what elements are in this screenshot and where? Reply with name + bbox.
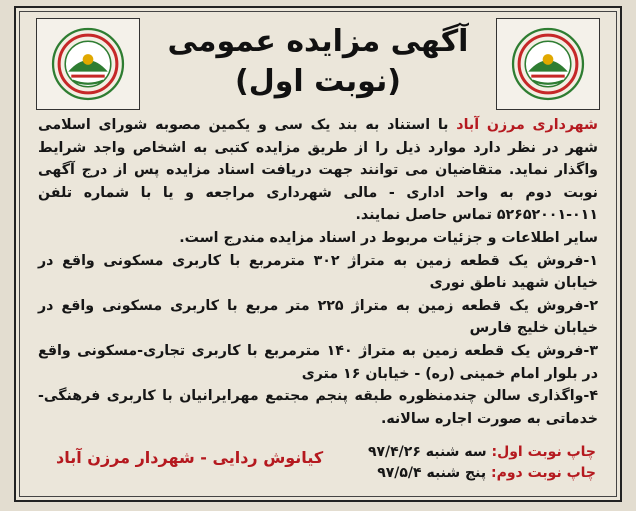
intro-paragraph (38, 114, 598, 227)
intro-text: با استناد به بند یک سی و یکمین مصوبه شورای اسلامی شهر در نظر دارد موارد ذیل را از طریق مزایده کتبی به اشخاص واجد شرایط واگذار نماید. متقاضیان می توانند جهت دریافت اسناد مزایده پس از درج آگهی نوبت دوم به واحد اداری - مالی شهرداری مراجعه و یا با شماره تلفن ۰۱۱-۵۲۶۵۲۰۰۱ تماس حاصل نمایند. (38, 117, 598, 224)
print-first-label: چاپ نوبت اول: (491, 444, 596, 460)
title-main: آگهی مزایده عمومی (167, 24, 469, 59)
emblem-icon (510, 26, 586, 102)
print-dates (368, 442, 596, 484)
title-round: (نوبت اول) (235, 64, 401, 99)
intro-municipality-name: شهرداری مرزن آباد (456, 117, 598, 133)
notice-title (136, 22, 500, 102)
print-second-value: پنج شنبه ۹۷/۵/۴ (377, 465, 491, 481)
notice-body (38, 114, 598, 430)
info-line: سایر اطلاعات و جزئیات مربوط در اسناد مزایده مندرج است. (179, 229, 598, 246)
auction-item-2: ۲-فروش یک قطعه زمین به متراژ ۲۲۵ متر مربع با کاربری مسکونی واقع در خیابان خلیج فارس (38, 297, 598, 337)
print-first-value: سه شنبه ۹۷/۴/۲۶ (367, 444, 492, 460)
auction-item-4: ۴-واگذاری سالن چندمنظوره طبقه پنجم مجتمع مهرایرانیان با کاربری فرهنگی-خدماتی به صورت اجاره سالانه. (38, 388, 598, 427)
emblem-icon (50, 26, 126, 102)
print-second-label: چاپ نوبت دوم: (490, 465, 596, 481)
print-second-row (368, 463, 596, 484)
notice-frame (14, 6, 622, 502)
print-first-row (368, 442, 596, 463)
auction-item-1: ۱-فروش یک قطعه زمین به متراژ ۳۰۲ مترمربع با کاربری مسکونی واقع در خیابان شهید ناطق نوری (38, 252, 598, 292)
municipality-logo-right (496, 18, 600, 110)
municipality-logo-left (36, 18, 140, 110)
mayor-signature: کیانوش ردایی - شهردار مرزن آباد (56, 448, 324, 467)
auction-item-3: ۳-فروش یک قطعه زمین به متراژ ۱۴۰ مترمربع با کاربری تجاری-مسکونی واقع در بلوار امام خمینی (ره) - خیابان ۱۶ متری (38, 342, 598, 382)
